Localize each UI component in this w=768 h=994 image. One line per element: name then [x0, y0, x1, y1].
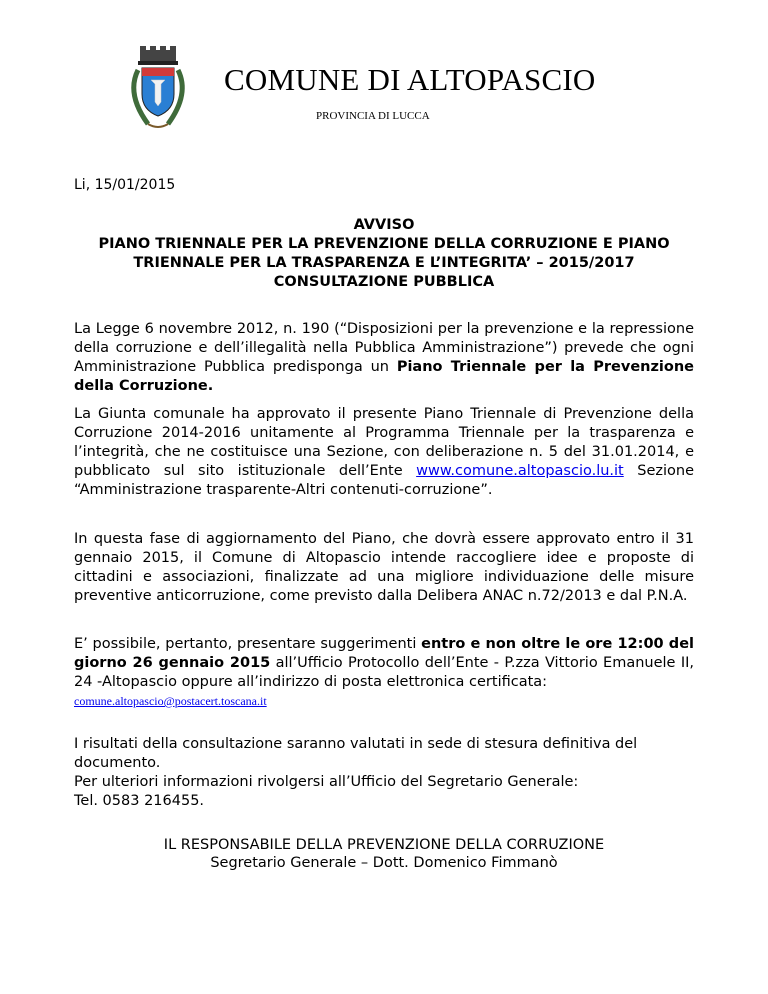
paragraph-results: [74, 735, 694, 811]
municipality-title: COMUNE DI ALTOPASCIO: [224, 62, 596, 97]
paragraph-text: Sezione “Amministrazione trasparente-Altri contenuti-corruzione”.: [74, 463, 694, 498]
notice-heading: [74, 216, 694, 292]
deadline-bold: entro e non oltre le ore 12:00 del giorno 26 gennaio 2015: [74, 636, 694, 671]
signature-block: [74, 836, 694, 872]
paragraph-text: all’Ufficio Protocollo dell’Ente - P.zza Vittorio Emanuele II, 24 -Altopascio oppure all’indirizzo di posta elettronica certificata:: [74, 655, 694, 690]
signature-role: IL RESPONSABILE DELLA PREVENZIONE DELLA CORRUZIONE: [163, 837, 605, 853]
paragraph-approval: [74, 405, 694, 500]
heading-line: PIANO TRIENNALE PER LA PREVENZIONE DELLA CORRUZIONE E PIANO: [98, 236, 670, 252]
paragraph-update: [74, 530, 694, 606]
coat-of-arms-logo: [118, 44, 198, 134]
paragraph-submission: [74, 635, 694, 711]
website-link[interactable]: www.comune.altopascio.lu.it: [416, 463, 624, 479]
paragraph-text: I risultati della consultazione saranno valutati in sede di stesura definitiva del documento.: [74, 736, 638, 771]
pec-email-link[interactable]: comune.altopascio@postacert.toscana.it: [74, 694, 267, 708]
signature-name: Segretario Generale – Dott. Domenico Fimmanò: [210, 855, 558, 871]
heading-line: TRIENNALE PER LA TRASPARENZA E L’INTEGRITA’ – 2015/2017: [133, 255, 635, 271]
province-subtitle: PROVINCIA DI LUCCA: [316, 110, 430, 122]
document-date: Li, 15/01/2015: [74, 177, 176, 193]
paragraph-bold: Piano Triennale per la Prevenzione della Corruzione.: [74, 359, 695, 394]
paragraph-text: Per ulteriori informazioni rivolgersi all’Ufficio del Segretario Generale:: [74, 774, 579, 790]
heading-line: AVVISO: [353, 217, 415, 233]
paragraph-text: In questa fase di aggiornamento del Piano, che dovrà essere approvato entro il 31 gennaio 2015, il Comune di Altopascio intende raccogliere idee e proposte di cittadini e associazioni, finalizzate ad una migliore individuazione delle misure preventive anticorruzione, come previsto dalla Delibera ANAC n.72/2013 e dal P.N.A.: [74, 531, 694, 604]
phone-text: Tel. 0583 216455.: [74, 793, 205, 809]
paragraph-law: [74, 320, 694, 396]
heading-line: CONSULTAZIONE PUBBLICA: [273, 274, 495, 290]
paragraph-text: E’ possibile, pertanto, presentare suggerimenti: [74, 636, 422, 652]
paragraph-text: La Giunta comunale ha approvato il presente Piano Triennale di Prevenzione della Corruzione 2014-2016 unitamente al Programma Triennale per la trasparenza e l’integrità, che ne costituisce una Sezione, con deliberazione n. 5 del 31.01.2014, e pubblicato sul sito istituzionale dell’Ente: [74, 406, 694, 479]
paragraph-text: La Legge 6 novembre 2012, n. 190 (“Disposizioni per la prevenzione e la repressione della corruzione e dell’illegalità nella Pubblica Amministrazione”) prevede che ogni Amministrazione Pubblica predisponga un: [74, 321, 694, 375]
